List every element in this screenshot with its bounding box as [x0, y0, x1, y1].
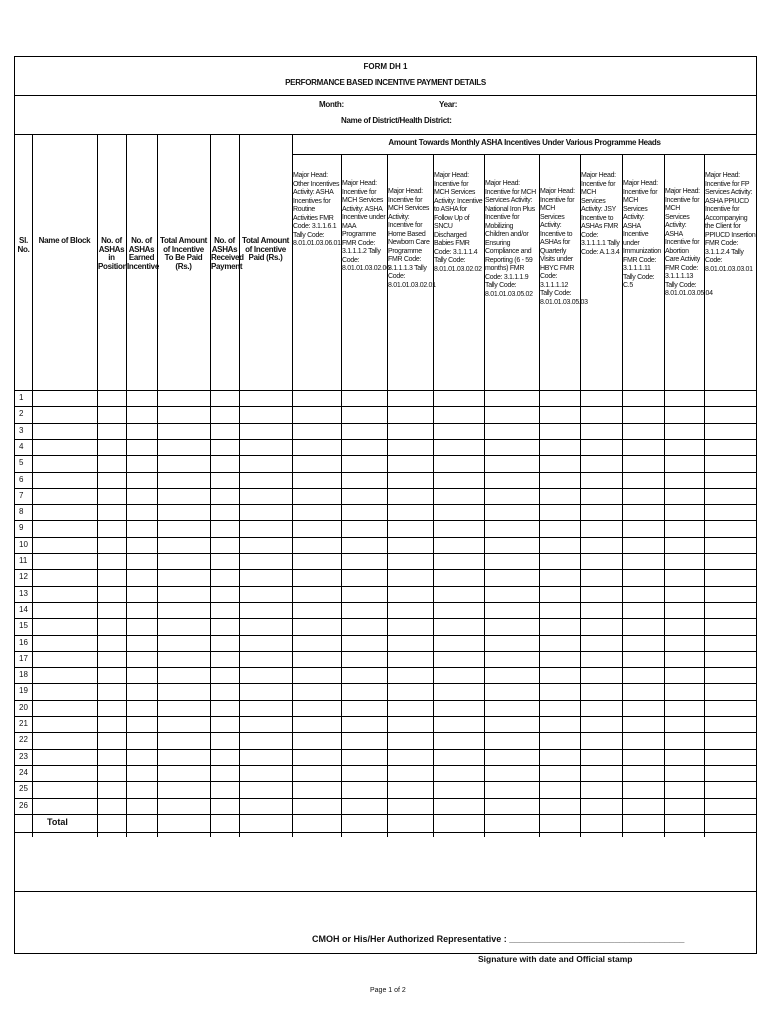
signature-line: CMOH or His/Her Authorized Representative : ___________________________________ — [312, 934, 685, 944]
row-number: 26 — [19, 800, 28, 810]
row-number: 5 — [19, 458, 24, 468]
row-number: 9 — [19, 523, 24, 533]
row-number: 17 — [19, 653, 28, 663]
year-label: Year: — [439, 100, 458, 109]
row-number: 10 — [19, 539, 28, 549]
col-asha-position: No. of ASHAs in Position — [98, 236, 128, 271]
district-label: Name of District/Health District: — [341, 116, 452, 125]
row-number: 20 — [19, 702, 28, 712]
row-number: 1 — [19, 393, 24, 402]
row-number: 13 — [19, 588, 28, 598]
row-number: 4 — [19, 441, 24, 451]
col-asha-received: No. of ASHAs Received Payment — [211, 236, 244, 271]
programme-head-6: Major Head: Incentive for MCH Services Activity: Incentive to ASHAs for Quarterly Visits under HBYC FMR Code: 3.1.1.1.12 Tally Code: 8.01.01.03.05.03 — [540, 188, 588, 306]
row-number: 25 — [19, 784, 28, 794]
row-number: 2 — [19, 409, 24, 419]
row-number: 23 — [19, 751, 28, 761]
programme-head-10: Major Head: Incentive for FP Services Activity: ASHA PPIUCD Incentive for Accompanying the Client for PPIUCD Insertion FMR Code: 3.1.1.2.4 Tally Code: 8.01.01.03.03.01 — [705, 172, 756, 273]
programme-head-7: Major Head: Incentive for MCH Services Activity: JSY Incentive to ASHAs FMR Code: 3.1.1.1.1 Tally Code: A.1.3.4 — [581, 172, 620, 256]
row-number: 12 — [19, 572, 28, 582]
row-number: 11 — [19, 556, 28, 565]
programme-head-5: Major Head: Incentive for MCH Services Activity: National Iron Plus Incentive for Mobilizing Children and/or Ensuring Compliance and Reporting (6 - 59 months) FMR Code: 3.1.1.1.9 Tally Code: 8.01.01.03.05.02 — [485, 180, 536, 298]
page-footer: Page 1 of 2 — [370, 987, 406, 994]
signature-area — [14, 892, 757, 954]
total-label: Total — [47, 816, 68, 827]
row-number: 8 — [19, 507, 24, 517]
col-total-paid: Total Amount of Incentive Paid (Rs.) — [241, 236, 290, 262]
programme-head-3: Major Head: Incentive for MCH Services Activity: Incentive for Home Based Newborn Care Programme FMR Code: 3.1.1.1.3 Tally Code: 8.01.01.03.02.01 — [388, 188, 436, 289]
form-sheet — [14, 56, 757, 892]
amount-header: Amount Towards Monthly ASHA Incentives Under Various Programme Heads — [388, 138, 661, 147]
form-title: FORM DH 1 — [363, 62, 408, 71]
form-subtitle: PERFORMANCE BASED INCENTIVE PAYMENT DETAILS — [285, 78, 486, 87]
row-number: 18 — [19, 670, 28, 680]
col-total-to-be-paid: Total Amount of Incentive To Be Paid (Rs.) — [159, 236, 208, 271]
row-number: 6 — [19, 474, 24, 484]
month-label: Month: — [319, 100, 344, 109]
programme-head-9: Major Head: Incentive for MCH Services Activity: ASHA Incentive for Abortion Care Activity FMR Code: 3.1.1.1.13 Tally Code: 8.01.01.03.05.04 — [665, 188, 713, 297]
row-number: 14 — [19, 604, 28, 614]
row-number: 22 — [19, 735, 28, 745]
col-block-name: Name of Block — [38, 236, 91, 245]
row-number: 7 — [19, 490, 24, 500]
programme-head-8: Major Head: Incentive for MCH Services Activity: ASHA Incentive under Immunization FMR Code: 3.1.1.1.11 Tally Code: C.5 — [623, 180, 662, 289]
signature-caption: Signature with date and Official stamp — [478, 954, 633, 964]
row-number: 21 — [19, 719, 28, 728]
programme-head-2: Major Head: Incentive for MCH Services Activity: ASHA Incentive under MAA Programme FMR Code: 3.1.1.1.2 Tally Code: 8.01.01.03.02.06 — [342, 180, 390, 272]
row-number: 3 — [19, 425, 24, 435]
programme-head-4: Major Head: Incentive for MCH Services Activity: Incentive to ASHA for Follow Up of SNCU Discharged Babies FMR Code: 3.1.1.1.4 Tally Code: 8.01.01.03.02.02 — [434, 172, 483, 273]
col-sl-no: Sl. No. — [17, 236, 30, 254]
row-number: 19 — [19, 686, 28, 696]
row-number: 16 — [19, 637, 28, 647]
row-number: 15 — [19, 621, 28, 631]
programme-head-1: Major Head: Other Incentives Activity: ASHA Incentives for Routine Activities FMR Code: 3.1.1.6.1 Tally Code: 8.01.01.03.06.01 — [293, 172, 341, 247]
col-asha-earned: No. of ASHAs Earned Incentive — [127, 236, 159, 271]
row-number: 24 — [19, 767, 28, 777]
